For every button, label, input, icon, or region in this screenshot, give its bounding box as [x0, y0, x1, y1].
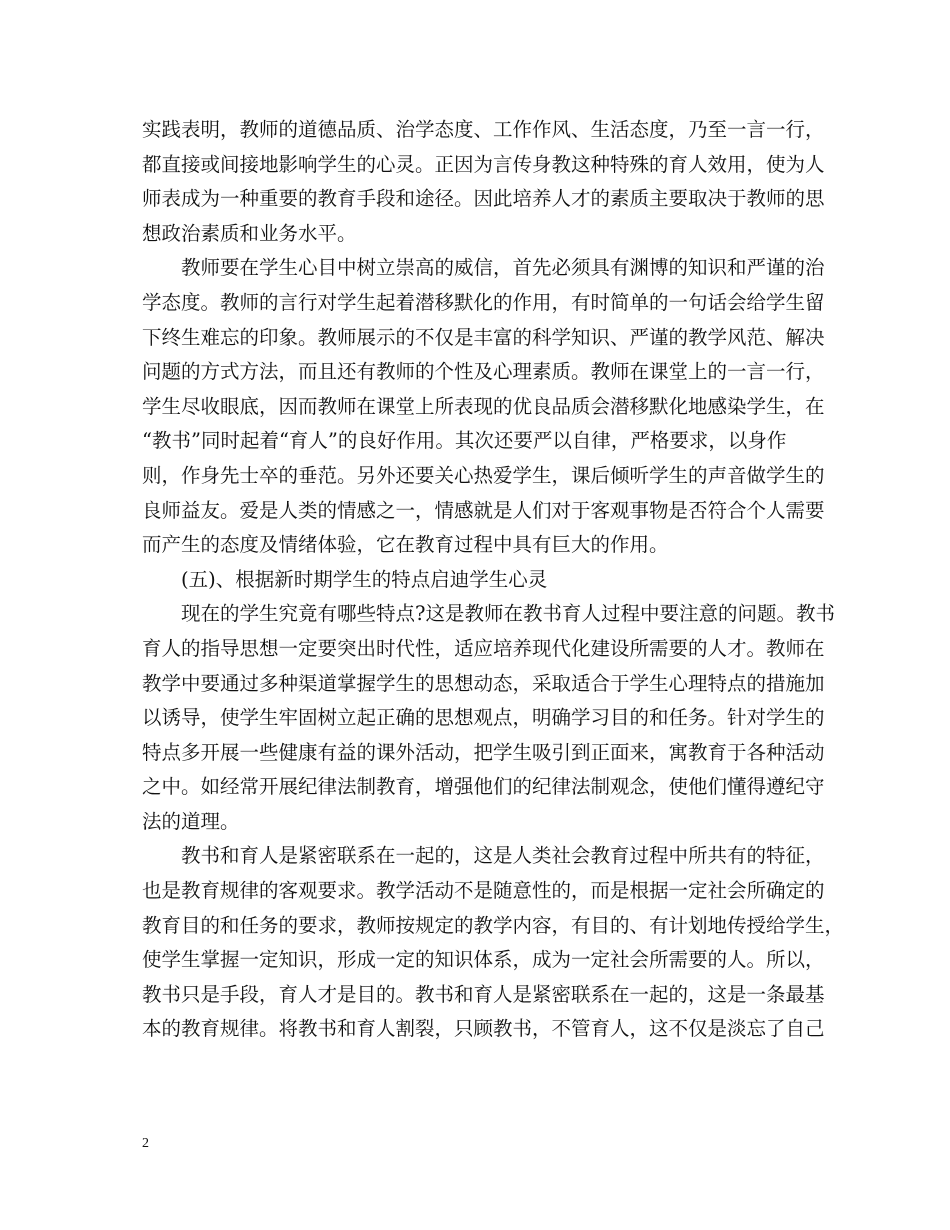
paragraph-first-line: 教书和育人是紧密联系在一起的，这是人类社会教育过程中所共有的特征， — [181, 844, 825, 868]
text-line: 法的道理。 — [142, 809, 240, 833]
page-body — [142, 113, 845, 1047]
text-line: 问题的方式方法，而且还有教师的个性及心理素质。教师在课堂上的一言一行， — [142, 360, 825, 384]
text-line: “教书”同时起着“育人”的良好作用。其次还要严以自律，严格要求，以身作 — [142, 429, 787, 453]
text-line: 以诱导，使学生牢固树立起正确的思想观点，明确学习目的和任务。针对学生的 — [142, 706, 825, 730]
text-line: 良师益友。爱是人类的情感之一，情感就是人们对于客观事物是否符合个人需要 — [142, 498, 825, 522]
text-line: 育人的指导思想一定要突出时代性，适应培养现代化建设所需要的人才。教师在 — [142, 636, 825, 660]
text-line: 而产生的态度及情绪体验，它在教育过程中具有巨大的作用。 — [142, 533, 669, 557]
text-line: 之中。如经常开展纪律法制教育，增强他们的纪律法制观念，使他们懂得遵纪守 — [142, 775, 825, 799]
text-line: 想政治素质和业务水平。 — [142, 221, 357, 245]
text-line: 本的教育规律。将教书和育人割裂，只顾教书，不管育人，这不仅是淡忘了自己 — [142, 1017, 825, 1041]
text-line: 学态度。教师的言行对学生起着潜移默化的作用，有时简单的一句话会给学生留 — [142, 290, 825, 314]
text-line: 师表成为一种重要的教育手段和途径。因此培养人才的素质主要取决于教师的思 — [142, 187, 825, 211]
text-line: 则，作身先士卒的垂范。另外还要关心热爱学生，课后倾听学生的声音做学生的 — [142, 463, 825, 487]
text-line: 特点多开展一些健康有益的课外活动，把学生吸引到正面来，寓教育于各种活动 — [142, 740, 825, 764]
text-line: 下终生难忘的印象。教师展示的不仅是丰富的科学知识、严谨的教学风范、解决 — [142, 325, 825, 349]
text-line: 都直接或间接地影响学生的心灵。正因为言传身教这种特殊的育人效用，使为人 — [142, 152, 825, 176]
text-line: 教书只是手段，育人才是目的。教书和育人是紧密联系在一起的，这是一条最基 — [142, 982, 825, 1006]
paragraph-first-line: 现在的学生究竟有哪些特点?这是教师在教书育人过程中要注意的问题。教书 — [181, 602, 835, 626]
text-line: 学生尽收眼底，因而教师在课堂上所表现的优良品质会潜移默化地感染学生，在 — [142, 394, 825, 418]
paragraph-first-line: 教师要在学生心目中树立崇高的威信，首先必须具有渊博的知识和严谨的治 — [181, 256, 825, 280]
page-number: 2 — [142, 1136, 149, 1151]
section-heading: (五)、根据新时期学生的特点启迪学生心灵 — [181, 567, 548, 591]
text-line: 实践表明，教师的道德品质、治学态度、工作作风、生活态度，乃至一言一行， — [142, 118, 825, 141]
text-line: 教学中要通过多种渠道掌握学生的思想动态，采取适合于学生心理特点的措施加 — [142, 671, 825, 695]
text-line: 教育目的和任务的要求，教师按规定的教学内容，有目的、有计划地传授给学生， — [142, 913, 845, 937]
text-line: 也是教育规律的客观要求。教学活动不是随意性的，而是根据一定社会所确定的 — [142, 879, 825, 903]
text-line: 使学生掌握一定知识，形成一定的知识体系，成为一定社会所需要的人。所以， — [142, 948, 825, 972]
